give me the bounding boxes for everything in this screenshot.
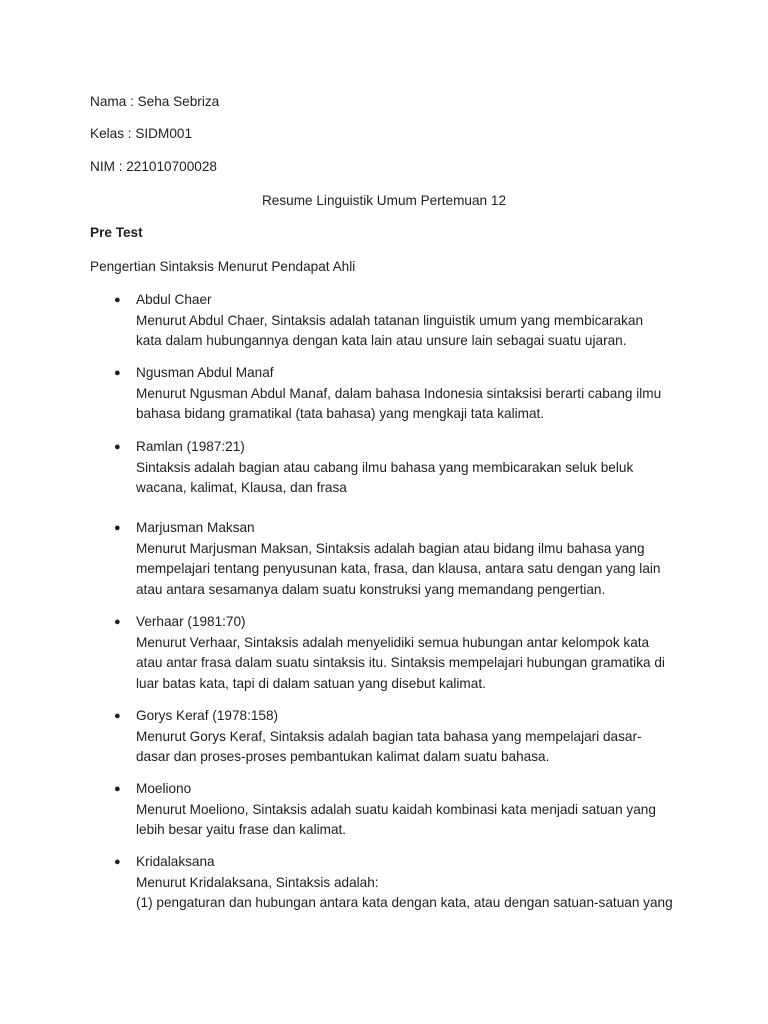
- bullet-icon: ●: [114, 367, 121, 379]
- student-name: Nama : Seha Sebriza: [90, 94, 220, 109]
- expert-description-line: atau antara sesamanya dalam suatu konstruksi yang memandang pengertian.: [136, 581, 606, 597]
- bullet-icon: ●: [114, 294, 121, 306]
- expert-description-line: Menurut Kridalaksana, Sintaksis adalah:: [136, 874, 379, 890]
- expert-description-line: bahasa bidang gramatikal (tata bahasa) yang mengkaji tata kalimat.: [136, 406, 545, 421]
- expert-name: Gorys Keraf (1978:158): [136, 708, 279, 723]
- expert-description-line: lebih besar yaitu frase dan kalimat.: [136, 822, 347, 837]
- expert-name: Moeliono: [136, 781, 192, 796]
- expert-name: Kridalaksana: [136, 854, 215, 869]
- bullet-icon: ●: [114, 522, 121, 534]
- expert-description-line: atau antar frasa dalam suatu sintaksis itu. Sintaksis mempelajari hubungan gramatika di: [136, 655, 665, 670]
- expert-name: Marjusman Maksan: [136, 520, 255, 535]
- expert-description-line: (1) pengaturan dan hubungan antara kata dengan kata, atau dengan satuan-satuan yang: [136, 895, 673, 910]
- expert-description-line: luar batas kata, tapi di dalam satuan yang disebut kalimat.: [136, 675, 486, 691]
- bullet-icon: ●: [114, 441, 121, 453]
- expert-description-line: wacana, kalimat, Klausa, dan frasa: [136, 480, 347, 495]
- expert-description-line: mempelajari tentang penyusunan kata, frasa, dan klausa, antara satu dengan yang lain: [136, 561, 661, 576]
- subheading: Pengertian Sintaksis Menurut Pendapat Ahli: [90, 259, 356, 274]
- expert-name: Verhaar (1981:70): [136, 614, 246, 629]
- expert-description-line: Sintaksis adalah bagian atau cabang ilmu bahasa yang membicarakan seluk beluk: [136, 459, 634, 475]
- section-heading: Pre Test: [90, 225, 143, 240]
- expert-name: Abdul Chaer: [136, 292, 212, 307]
- document-title: Resume Linguistik Umum Pertemuan 12: [261, 193, 507, 208]
- bullet-icon: ●: [114, 710, 121, 722]
- student-class: Kelas : SIDM001: [90, 126, 192, 141]
- student-nim: NIM : 221010700028: [90, 159, 217, 174]
- expert-description-line: Menurut Moeliono, Sintaksis adalah suatu kaidah kombinasi kata menjadi satuan yang: [136, 801, 656, 817]
- expert-description-line: Menurut Verhaar, Sintaksis adalah menyelidiki semua hubungan antar kelompok kata: [136, 634, 650, 650]
- expert-description-line: Menurut Abdul Chaer, Sintaksis adalah tatanan linguistik umum yang membicarakan: [136, 312, 644, 328]
- expert-description-line: Menurut Ngusman Abdul Manaf, dalam bahasa Indonesia sintaksisi berarti cabang ilmu: [136, 385, 662, 401]
- bullet-icon: ●: [114, 856, 121, 868]
- expert-name: Ramlan (1987:21): [136, 439, 245, 454]
- expert-description-line: Menurut Marjusman Maksan, Sintaksis adalah bagian atau bidang ilmu bahasa yang: [136, 540, 645, 556]
- expert-description-line: Menurut Gorys Keraf, Sintaksis adalah bagian tata bahasa yang mempelajari dasar-: [136, 728, 642, 744]
- expert-description-line: dasar dan proses-proses pembantukan kalimat dalam suatu bahasa.: [136, 749, 550, 764]
- expert-name: Ngusman Abdul Manaf: [136, 365, 274, 380]
- bullet-icon: ●: [114, 783, 121, 795]
- expert-description-line: kata dalam hubungannya dengan kata lain atau unsure lain sebagai suatu ujaran.: [136, 333, 627, 348]
- bullet-icon: ●: [114, 616, 121, 628]
